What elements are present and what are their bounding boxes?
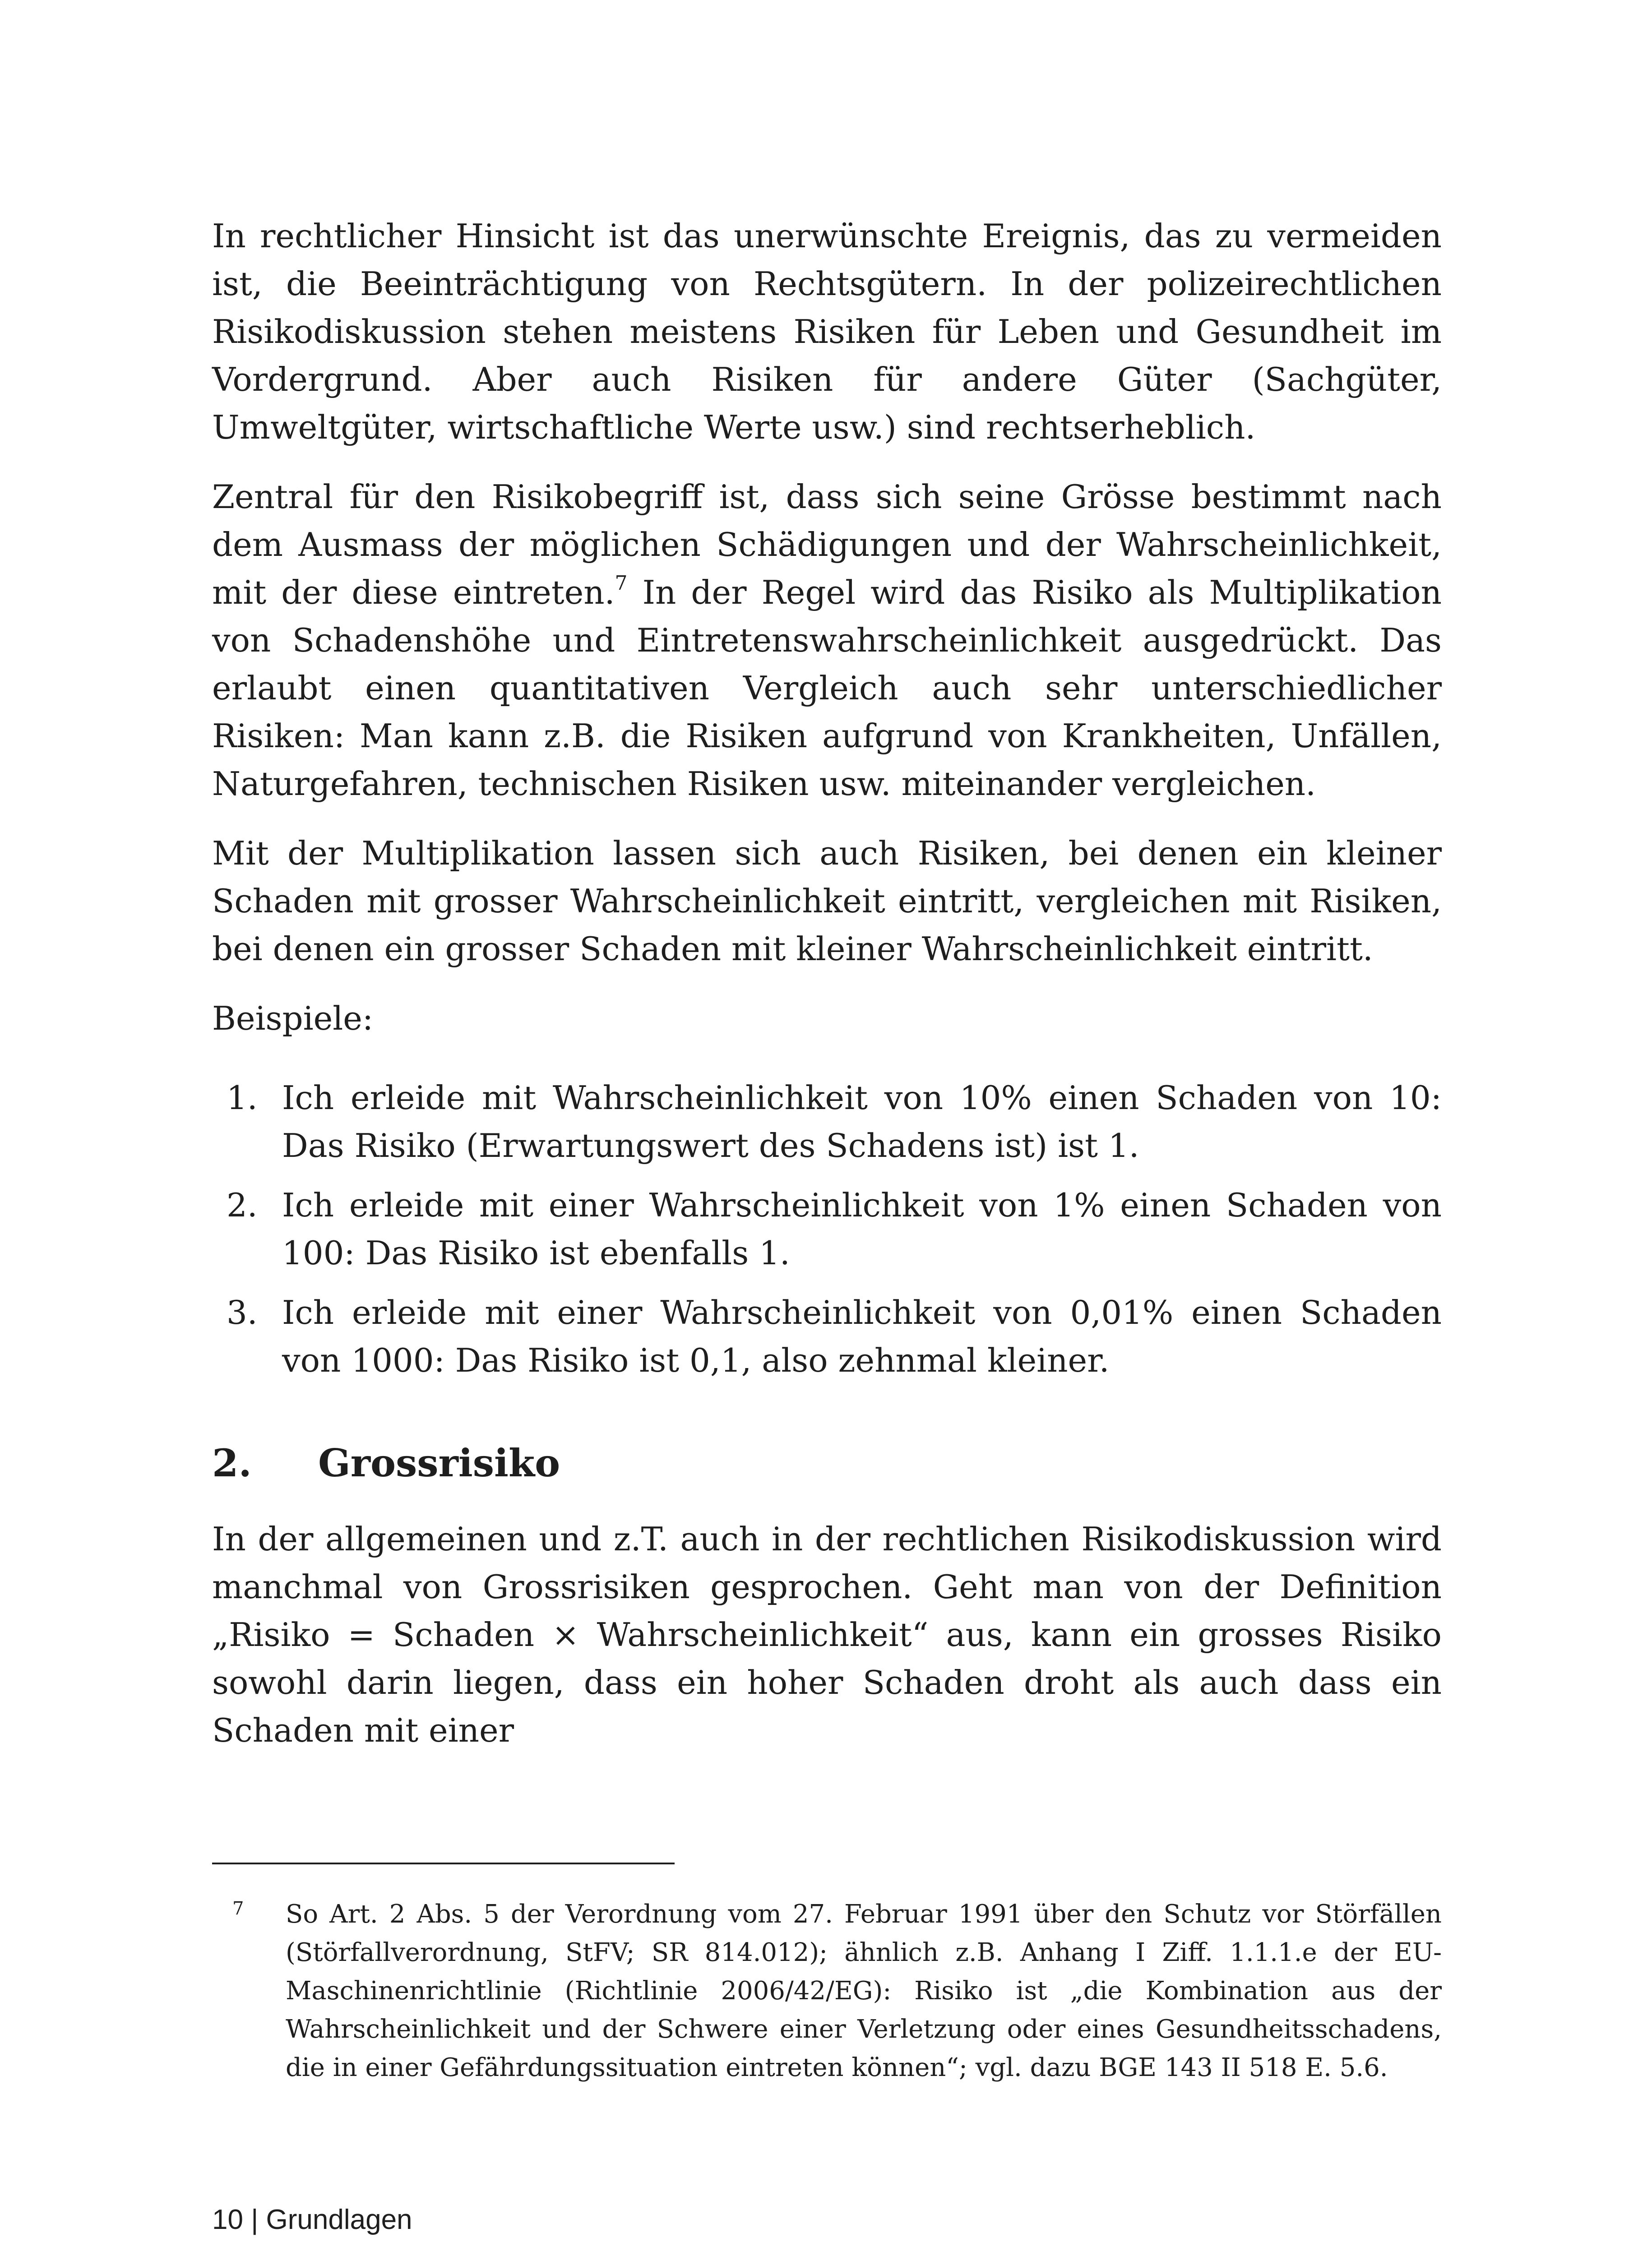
paragraph-examples-intro: Beispiele: xyxy=(212,999,374,1037)
list-item-number: 3. xyxy=(227,1294,258,1331)
paragraph-risk-concept-end: In der Regel wird das Risiko als Multiplikation von Schadenshöhe und Eintretenswahrscheinlichkeit ausgedrückt. Das erlaubt einen quantitativen Vergleich auch sehr unterschiedlicher Risiken: Man kann z.B. die Risiken aufgrund von Krankheiten, Unfällen, Naturgefahren, technischen Risiken usw. miteinander vergleichen. xyxy=(212,573,1442,803)
page-footer: 10 | Grundlagen xyxy=(212,2204,412,2235)
paragraph-legal-view: In rechtlicher Hinsicht ist das unerwünschte Ereignis, das zu vermeiden ist, die Beeinträchtigung von Rechtsgütern. In der polizeirechtlichen Risikodiskussion stehen meistens Risiken für Leben und Gesundheit im Vordergrund. Aber auch Risiken für andere Güter (Sachgüter, Umweltgüter, wirtschaftliche Werte usw.) sind rechtserheblich. xyxy=(212,217,1442,446)
footnote-divider xyxy=(212,1863,675,1864)
paragraph-large-risk: In der allgemeinen und z.T. auch in der rechtlichen Risikodiskussion wird manchmal von Grossrisiken gesprochen. Geht man von der Definition „Risiko = Schaden × Wahrscheinlichkeit“ aus, kann ein grosses Risiko sowohl darin liegen, dass ein hoher Schaden droht als auch dass ein Schaden mit einer xyxy=(212,1520,1442,1749)
footnote xyxy=(212,1895,1442,2087)
paragraph-risk-concept-start: Zentral für den Risikobegriff ist, dass sich seine Grösse bestimmt nach dem Ausmass der möglichen Schädigungen und der Wahrscheinlichkeit, mit der diese eintreten. xyxy=(212,478,1442,611)
list-item xyxy=(212,1289,1442,1384)
footnote-mark: 7 xyxy=(232,1898,244,1919)
list-item-text: Ich erleide mit Wahrscheinlichkeit von 10% einen Schaden von 10: Das Risiko (Erwartungswert des Schadens ist) ist 1. xyxy=(282,1079,1442,1165)
footnote-text: So Art. 2 Abs. 5 der Verordnung vom 27. Februar 1991 über den Schutz vor Störfällen (Störfallverordnung, StFV; SR 814.012); ähnlich z.B. Anhang I Ziff. 1.1.1.e der EU-Maschinenrichtlinie (Richtlinie 2006/42/EG): Risiko ist „die Kombination aus der Wahrscheinlichkeit und der Schwere einer Verletzung oder eines Gesundheitsschadens, die in einer Gefährdungssituation eintreten können“; vgl. dazu BGE 143 II 518 E. 5.6. xyxy=(286,1900,1442,2082)
section-title: Grossrisiko xyxy=(318,1441,560,1485)
paragraph-multiplication: Mit der Multiplikation lassen sich auch Risiken, bei denen ein kleiner Schaden mit grosser Wahrscheinlichkeit eintritt, vergleichen mit Risiken, bei denen ein grosser Schaden mit kleiner Wahrscheinlichkeit eintritt. xyxy=(212,834,1442,968)
examples-list xyxy=(212,1074,1442,1384)
list-item-number: 1. xyxy=(227,1079,258,1117)
footnote-reference-7[interactable]: 7 xyxy=(615,572,628,595)
list-item xyxy=(212,1181,1442,1277)
list-item xyxy=(212,1074,1442,1170)
list-item-number: 2. xyxy=(227,1186,258,1224)
list-item-text: Ich erleide mit einer Wahrscheinlichkeit von 1% einen Schaden von 100: Das Risiko ist ebenfalls 1. xyxy=(282,1186,1442,1272)
section-heading xyxy=(212,1438,1442,1488)
paragraph-risk-concept xyxy=(212,473,1442,808)
list-item-text: Ich erleide mit einer Wahrscheinlichkeit von 0,01% einen Schaden von 1000: Das Risiko ist 0,1, also zehnmal kleiner. xyxy=(282,1294,1442,1379)
page-body xyxy=(212,212,1442,1754)
section-number: 2. xyxy=(212,1441,252,1485)
